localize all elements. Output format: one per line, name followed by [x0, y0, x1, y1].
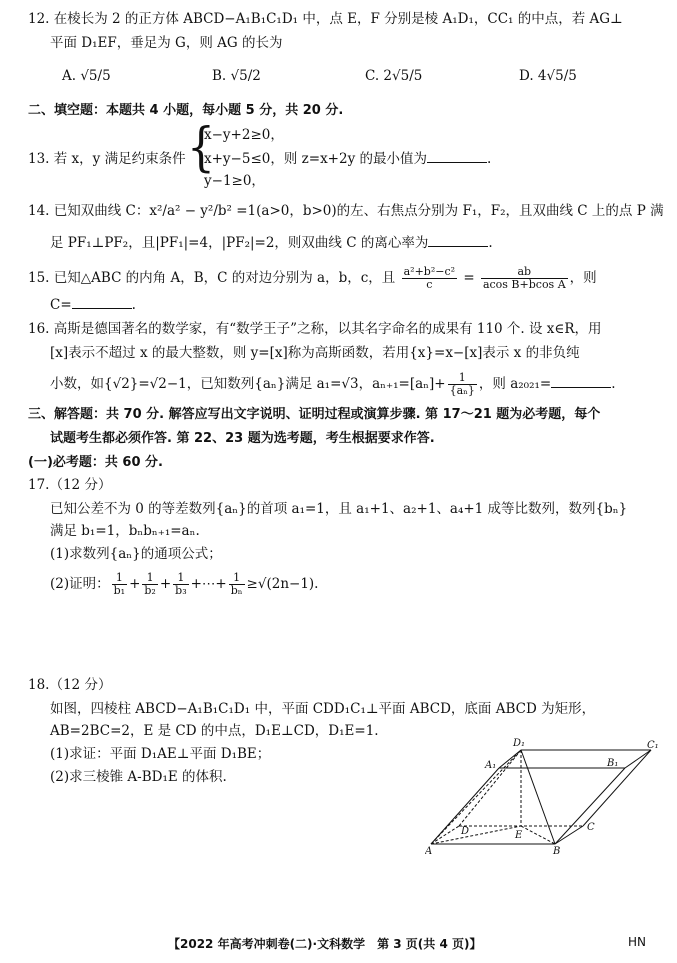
q15-line1: 15. 已知△ABC 的内角 A，B，C 的对边分别为 a，b，c，且 $\frac{\text{a²+b²−c²}}{c}$ = $\frac{ab}{\text{acos B+bcos A}}$ ，则 [28, 265, 597, 291]
q12-line2: 平面 D₁EF，垂足为 G，则 AG 的长为 [50, 35, 283, 51]
q18-line2: AB=2BC=2，E 是 CD 的中点，D₁E⊥CD，D₁E=1. [50, 723, 379, 739]
q14-line1: 14. 已知双曲线 C：x²/a² − y²/b² =1(a>0，b>0)的左、右焦点分别为 F₁，F₂，且双曲线 C 上的点 P 满 [28, 203, 664, 219]
section-2-heading: 二、填空题：本题共 4 小题，每小题 5 分，共 20 分. [28, 103, 344, 118]
q13-constraint-2: x+y−5≤0，则 z=x+2y 的最小值为 . [204, 151, 492, 167]
label-a1: A₁ [485, 760, 497, 771]
q12-line1: 12. 在棱长为 2 的正方体 ABCD−A₁B₁C₁D₁ 中，点 E，F 分别是棱 A₁D₁，CC₁ 的中点，若 AG⊥ [28, 11, 623, 27]
region-code: HN [628, 935, 646, 949]
page-footer: 【2022 年高考冲刺卷(二)·文科数学 第 3 页(共 4 页)】 [168, 937, 482, 951]
label-b1: B₁ [607, 758, 619, 769]
q15-answer-blank[interactable] [72, 296, 132, 309]
q12-option-d: D. 4√5/5 [519, 68, 577, 84]
q18-heading: 18.（12 分） [28, 677, 112, 693]
q12-option-b: B. √5/2 [212, 68, 261, 84]
q17-part1: (1)求数列{aₙ}的通项公式； [50, 546, 222, 562]
q12-option-a: A. √5/5 [62, 68, 111, 84]
q14-answer-blank[interactable] [428, 234, 488, 247]
q13-constraint-1: x−y+2≥0， [204, 127, 284, 143]
section-3-heading-line1: 三、解答题：共 70 分. 解答应写出文字说明、证明过程或演算步骤. 第 17～21 题为必考题，每个 [28, 407, 601, 422]
q14-line2: 足 PF₁⊥PF₂，且|PF₁|=4，|PF₂|=2，则双曲线 C 的离心率为 . [50, 235, 493, 251]
q18-line1: 如图，四棱柱 ABCD−A₁B₁C₁D₁ 中，平面 CDD₁C₁⊥平面 ABCD，底面 ABCD 为矩形， [50, 701, 596, 717]
q18-part2: (2)求三棱锥 A-BD₁E 的体积. [50, 769, 227, 785]
label-e: E [515, 830, 523, 841]
q16-fraction: $\frac{1}{\text{\{aₙ\}}}$ [449, 371, 475, 397]
prism-figure [425, 738, 665, 858]
label-a: A [425, 846, 433, 857]
q16-line2: [x]表示不超过 x 的最大整数，则 y=[x]称为高斯函数，若用{x}=x−[x]表示 x 的非负纯 [50, 345, 580, 361]
q13-constraint-3: y−1≥0， [204, 173, 265, 189]
q15-fraction-1: $\frac{\text{a²+b²−c²}}{c}$ [403, 265, 456, 291]
q13-prefix: 13. 若 x，y 满足约束条件 [28, 151, 186, 167]
q13-answer-blank[interactable] [427, 150, 487, 163]
constraint-brace: { [187, 116, 215, 179]
q17-part2: (2)证明： $\frac{1}{\text{b₁}}$ + $\frac{1}{\text{b₂}}$ + $\frac{1}{\text{b₃}}$ +⋯+ $\frac{1}{\text{bₙ}}$ ≥√(2n−1). [50, 571, 319, 597]
q17-line1: 已知公差不为 0 的等差数列{aₙ}的首项 a₁=1，且 a₁+1、a₂+1、a₄+1 成等比数列，数列{bₙ} [50, 501, 628, 517]
q15-fraction-2: $\frac{ab}{\text{acos B+bcos A}}$ [482, 265, 566, 291]
q16-answer-blank[interactable] [551, 375, 611, 388]
q15-line2: C= . [50, 297, 136, 313]
section-3-subheading: (一)必考题：共 60 分. [28, 455, 163, 470]
label-d: D [461, 826, 470, 837]
q12-option-c: C. 2√5/5 [365, 68, 423, 84]
section-3-heading-line2: 试题考生都必须作答. 第 22、23 题为选考题，考生根据要求作答. [50, 431, 435, 446]
q17-heading: 17.（12 分） [28, 477, 112, 493]
label-b: B [553, 846, 561, 857]
q16-line1: 16. 高斯是德国著名的数学家，有“数学王子”之称，以其名字命名的成果有 110 个. 设 x∈R，用 [28, 321, 602, 337]
q18-part1: (1)求证：平面 D₁AE⊥平面 D₁BE； [50, 746, 271, 762]
q17-line2: 满足 b₁=1，bₙbₙ₊₁=aₙ. [50, 523, 200, 539]
q16-line3: 小数，如{√2}=√2−1，已知数列{aₙ}满足 a₁=√3，aₙ₊₁=[aₙ]+ $\frac{1}{\text{\{aₙ\}}}$ ，则 a₂₀₂₁= . [50, 371, 616, 397]
label-c1: C₁ [647, 740, 659, 751]
label-d1: D₁ [513, 738, 526, 749]
label-c: C [587, 822, 595, 833]
